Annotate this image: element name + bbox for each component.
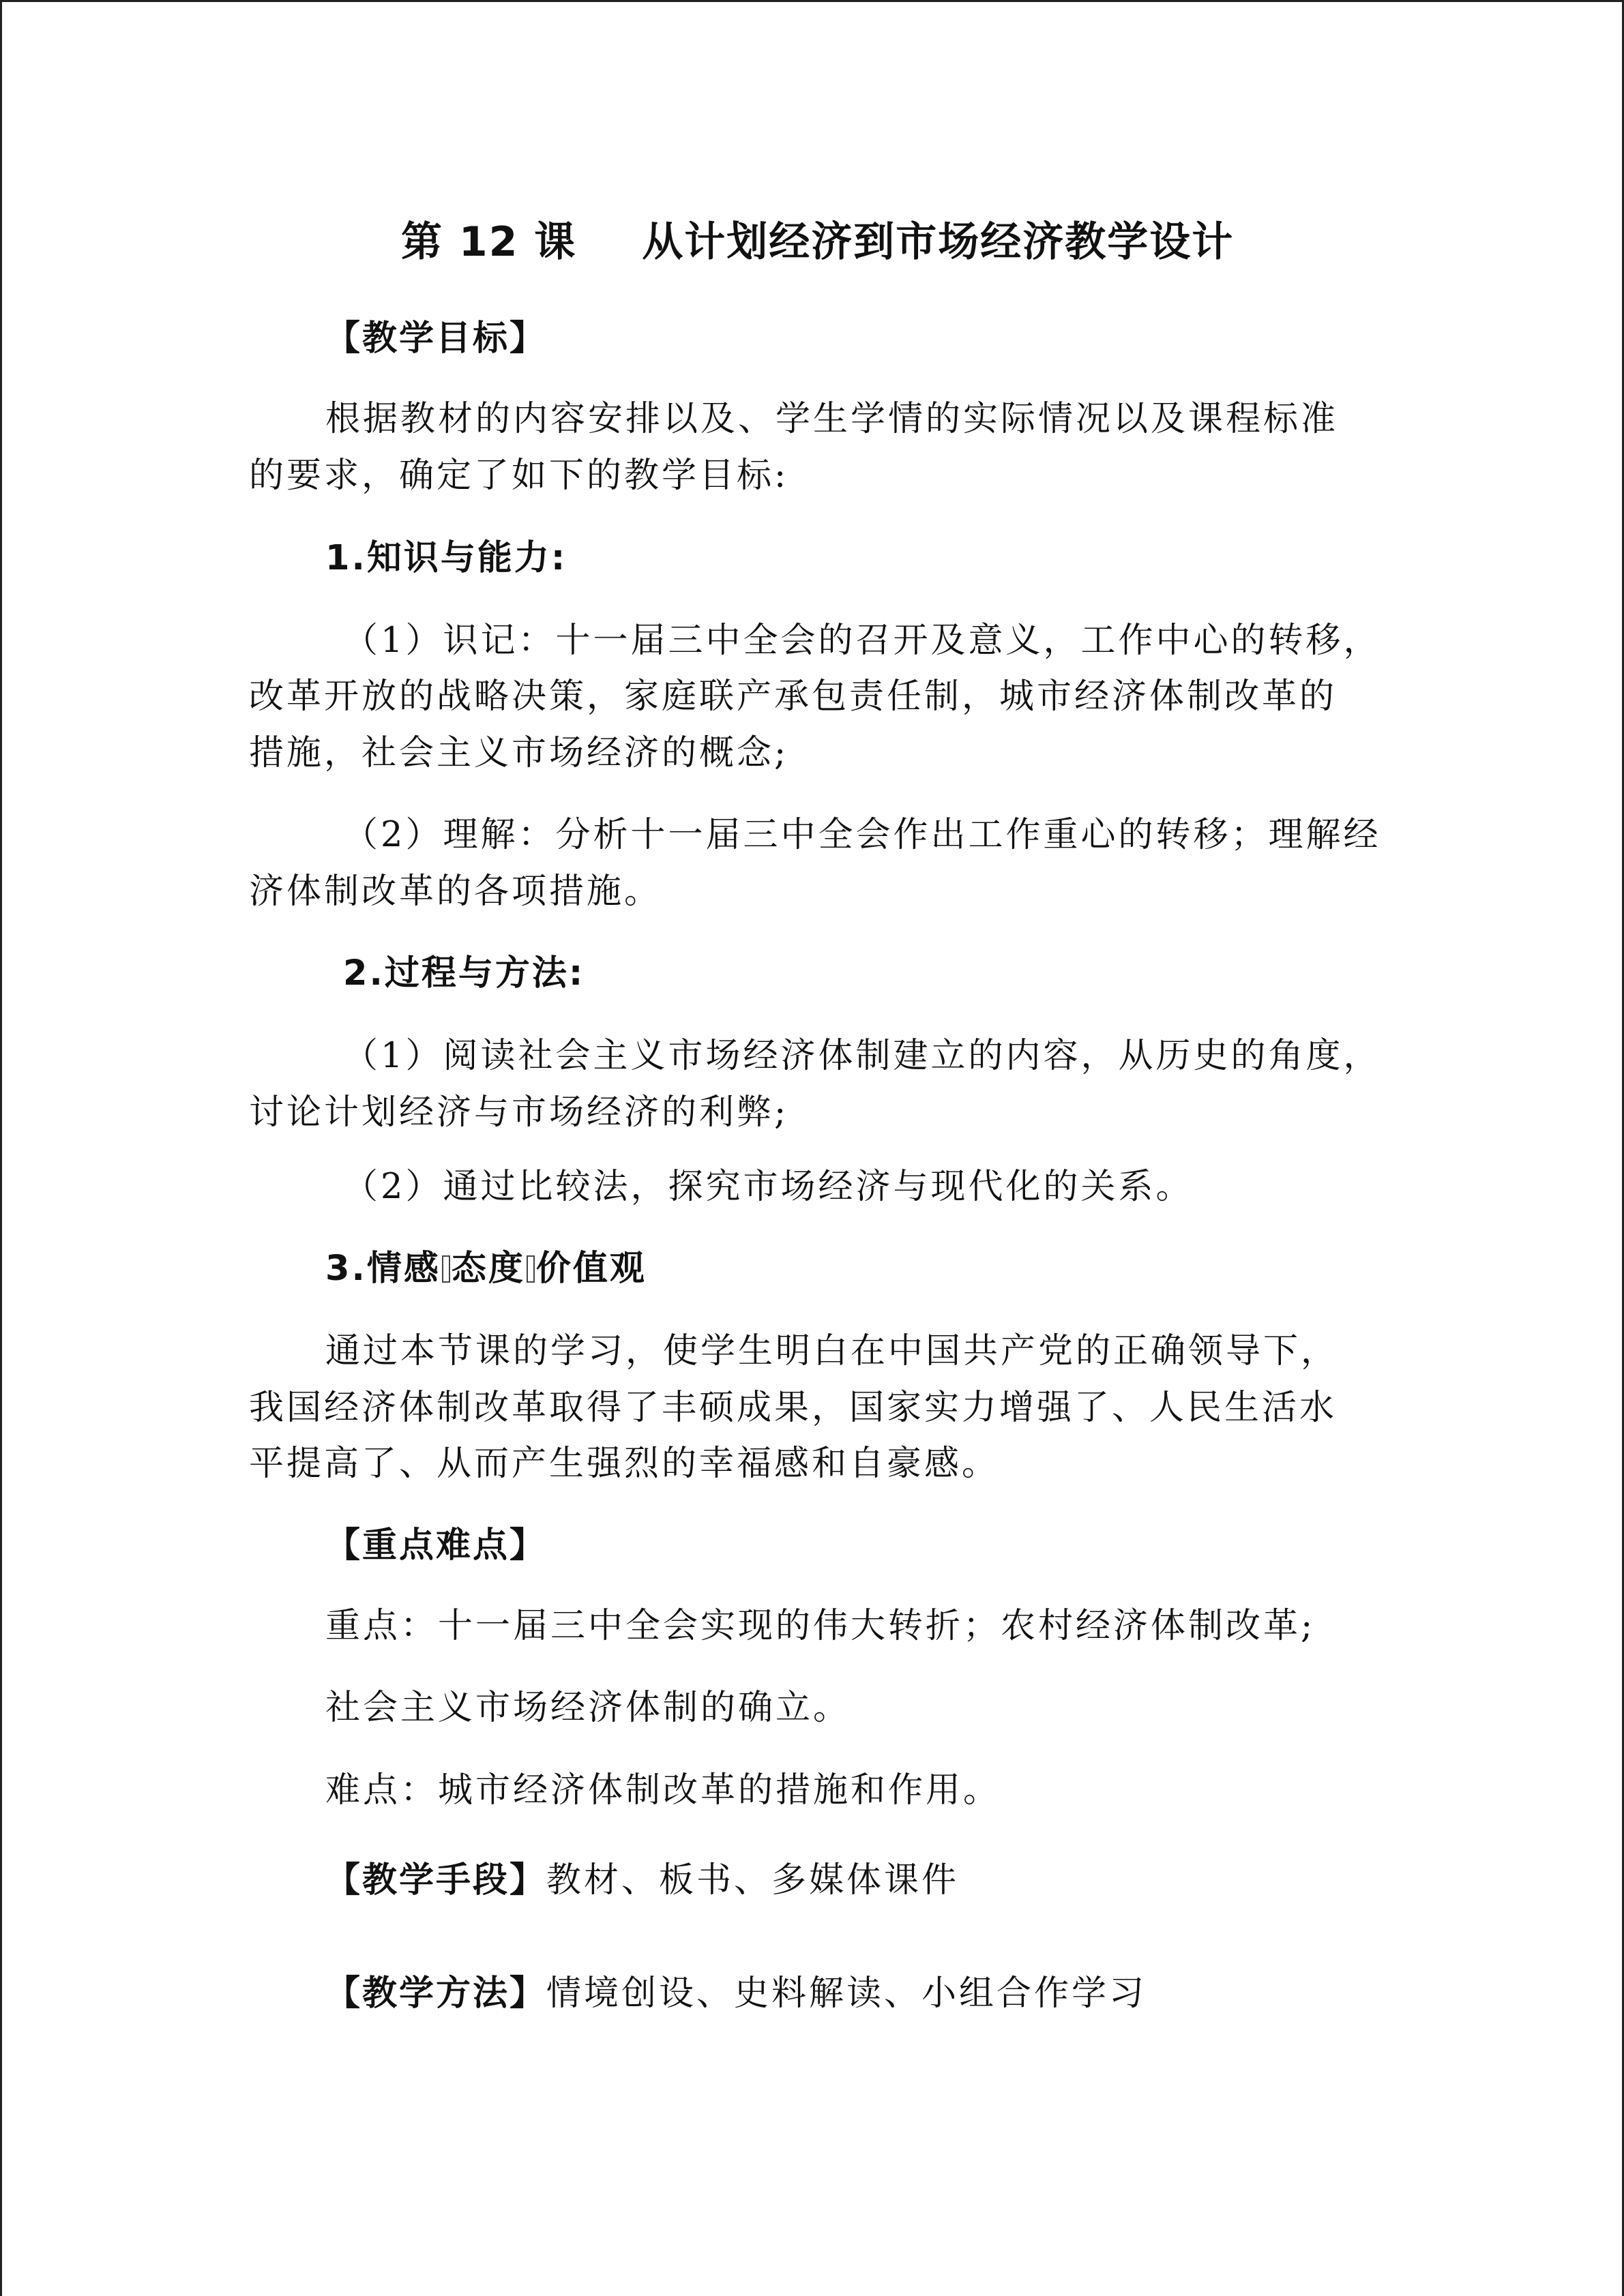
process-item-1-line-1: （1）阅读社会主义市场经济体制建立的内容，从历史的角度， bbox=[343, 1036, 1381, 1076]
objectives-intro-line-1: 根据教材的内容安排以及、学生学情的实际情况以及课程标准 bbox=[325, 399, 1339, 439]
missing-glyph-box-icon bbox=[442, 1255, 450, 1283]
key-points-line-1: 重点：十一届三中全会实现的伟大转折；农村经济体制改革; bbox=[325, 1606, 1316, 1646]
knowledge-item-1-line-2: 改革开放的战略决策，家庭联产承包责任制，城市经济体制改革的 bbox=[249, 676, 1338, 717]
knowledge-item-1-line-1: （1）识记：十一届三中全会的召开及意义，工作中心的转移， bbox=[343, 621, 1381, 661]
teaching-methods-heading: 【教学方法】 bbox=[325, 1973, 547, 2014]
teaching-methods-text: 情境创设、史料解读、小组合作学习 bbox=[546, 1973, 1147, 2014]
emotion-text-line-2: 我国经济体制改革取得了丰硕成果，国家实力增强了、人民生活水 bbox=[249, 1388, 1338, 1428]
key-points-line-3: 难点：城市经济体制改革的措施和作用。 bbox=[325, 1770, 1001, 1810]
knowledge-heading: 1.知识与能力: bbox=[325, 538, 567, 578]
process-item-1-line-2: 讨论计划经济与市场经济的利弊; bbox=[249, 1092, 789, 1133]
objectives-intro-line-2: 的要求，确定了如下的教学目标: bbox=[249, 456, 789, 496]
lesson-title bbox=[401, 216, 1234, 268]
key-points-line-2: 社会主义市场经济体制的确立。 bbox=[325, 1688, 851, 1728]
knowledge-item-2-line-2: 济体制改革的各项措施。 bbox=[249, 871, 662, 912]
knowledge-item-2-line-1: （2）理解：分析十一届三中全会作出工作重心的转移；理解经 bbox=[343, 815, 1381, 855]
teaching-means-text: 教材、板书、多媒体课件 bbox=[546, 1860, 960, 1900]
key-points-heading: 【重点难点】 bbox=[325, 1525, 547, 1566]
emotion-heading: 3.情感 态度 价值观 bbox=[325, 1249, 647, 1289]
objectives-heading: 【教学目标】 bbox=[325, 318, 547, 359]
teaching-means-heading: 【教学手段】 bbox=[325, 1860, 547, 1900]
lesson-name: 从计划经济到市场经济教学设计 bbox=[642, 218, 1235, 266]
lesson-number: 第 12 课 bbox=[401, 218, 577, 266]
knowledge-item-1-line-3: 措施，社会主义市场经济的概念; bbox=[249, 733, 789, 773]
process-heading: 2.过程与方法: bbox=[343, 953, 585, 994]
emotion-text-line-1: 通过本节课的学习，使学生明白在中国共产党的正确领导下， bbox=[325, 1331, 1339, 1371]
teaching-means bbox=[325, 1859, 959, 1903]
emotion-text-line-3: 平提高了、从而产生强烈的幸福感和自豪感。 bbox=[249, 1444, 1000, 1484]
process-item-2-line-1: （2）通过比较法，探究市场经济与现代化的关系。 bbox=[343, 1167, 1194, 1207]
teaching-methods bbox=[325, 1972, 1147, 2016]
missing-glyph-box-icon bbox=[527, 1255, 535, 1283]
